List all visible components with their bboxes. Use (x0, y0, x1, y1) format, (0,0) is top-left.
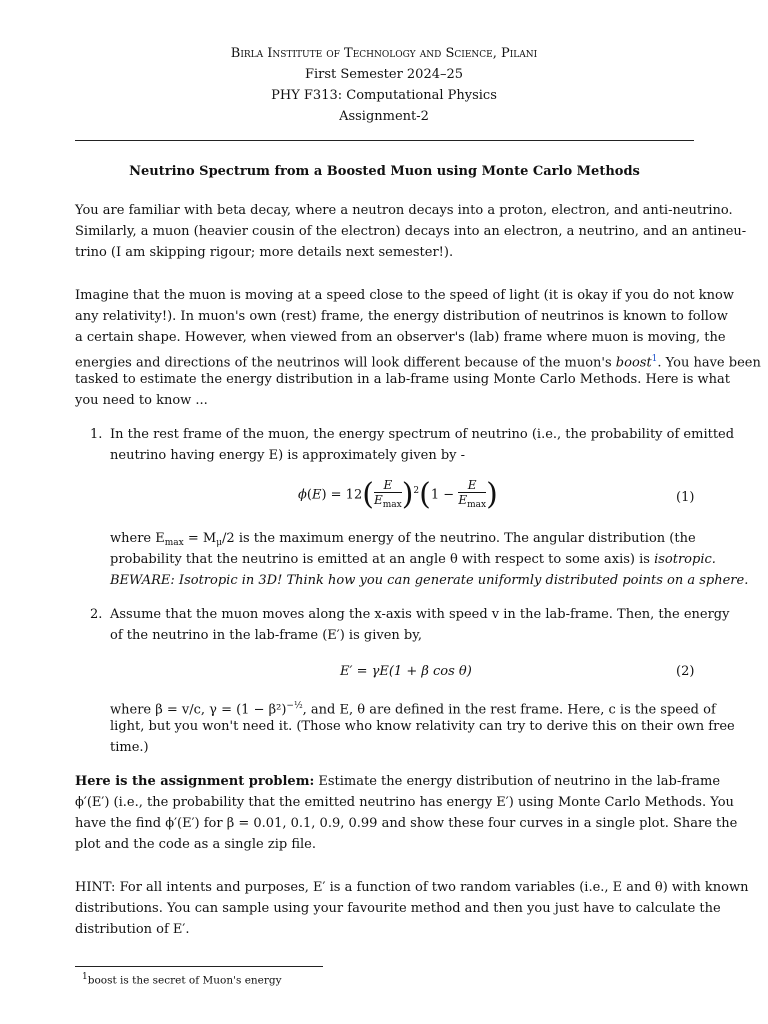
footnote-mark: 1 (82, 972, 88, 982)
document-title: Neutrino Spectrum from a Boosted Muon using Monte Carlo Methods (129, 164, 640, 179)
item1-line: neutrino having energy E) is approximately given by - (110, 448, 466, 463)
para2-text: energies and directions of the neutrinos will look different because of the muon's (75, 355, 616, 371)
para2-line: a certain shape. However, when viewed from an observer's (lab) frame where muon is moving, the (75, 330, 726, 345)
item2-after-line: where β = v/c, $\gamma = (1 - \beta^2)^{-\frac{1}{2}}$, and E, θ are defined in the rest frame. Here, c is the speed of (110, 701, 716, 718)
item1-number: 1. (90, 427, 103, 442)
item2-line: of the neutrino in the lab-frame (E′) is given by, (110, 628, 422, 643)
item2-number: 2. (90, 607, 103, 622)
course-title: PHY F313: Computational Physics (271, 88, 497, 103)
para2-text: . You have been (657, 355, 761, 371)
para2-line: tasked to estimate the energy distribution in a lab-frame using Monte Carlo Methods. Here is what (75, 372, 730, 387)
hint-line: distributions. You can sample using your favourite method and then you just have to calculate the (75, 901, 721, 916)
para2-line: Imagine that the muon is moving at a speed close to the speed of light (it is okay if you do not know (75, 288, 734, 303)
para2-line: you need to know ... (75, 393, 208, 408)
para1-line: Similarly, a muon (heavier cousin of the electron) decays into an electron, a neutrino, and an antineu- (75, 224, 747, 239)
hint-line: HINT: For all intents and purposes, E′ is a function of two random variables (i.e., E and θ) with known (75, 880, 749, 895)
equation-1-label: (1) (676, 490, 695, 505)
item2-after-line: time.) (110, 740, 149, 755)
equation-1: ϕ(E) = 12( $\frac{E}{E_{max}}$ )$^2$(1 − $\frac{E}{E_{max}}$ ) (298, 477, 498, 512)
para2-line: any relativity!). In muon's own (rest) frame, the energy distribution of neutrinos is known to follow (75, 309, 728, 324)
problem-line: Here is the assignment problem: Estimate the energy distribution of neutrino in the lab-frame (75, 774, 721, 789)
problem-lead: Here is the assignment problem: (75, 774, 315, 789)
footnote-text: boost is the secret of Muon's energy (87, 974, 282, 987)
institute-name: Birla Institute of Technology and Science, Pilani (230, 46, 538, 61)
item2-after-line: light, but you won't need it. (Those who know relativity can try to derive this on their own free (110, 719, 735, 734)
para1-line: trino (I am skipping rigour; more details next semester!). (75, 245, 454, 260)
footnote-rule (75, 966, 323, 967)
footnote-link[interactable]: 1 (651, 354, 658, 364)
item1-line: In the rest frame of the muon, the energy spectrum of neutrino (i.e., the probability of emitted (110, 427, 735, 442)
problem-line: have the find ϕ′(E′) for β = 0.01, 0.1, 0.9, 0.99 and show these four curves in a single plot. Share the (75, 816, 738, 831)
equation-2-label: (2) (676, 664, 695, 679)
item1-after-line: where $E_{max} = M_\mu/2$ is the maximum energy of the neutrino. The angular distribution (the (110, 531, 696, 548)
item1-after-line: probability that the neutrino is emitted at an angle θ with respect to some axis) is isotropic. (110, 552, 716, 567)
para2-line (75, 351, 761, 371)
item1-beware: BEWARE: Isotropic in 3D! Think how you can generate uniformly distributed points on a sphere. (110, 573, 749, 588)
hint-line: distribution of E′. (75, 922, 190, 937)
para1-line: You are familiar with beta decay, where a neutron decays into a proton, electron, and anti-neutrino. (75, 203, 733, 218)
problem-line: plot and the code as a single zip file. (75, 837, 316, 852)
problem-line: ϕ′(E′) (i.e., the probability that the emitted neutrino has energy E′) using Monte Carlo Methods. You (75, 795, 734, 810)
equation-2: E′ = γE(1 + β cos θ) (340, 664, 472, 679)
footnote (82, 971, 282, 988)
header-rule (75, 140, 694, 141)
item2-line: Assume that the muon moves along the x-axis with speed v in the lab-frame. Then, the energy (110, 607, 730, 622)
boost-word: boost (615, 355, 652, 371)
assignment-label: Assignment-2 (339, 109, 429, 124)
semester: First Semester 2024–25 (304, 67, 464, 82)
